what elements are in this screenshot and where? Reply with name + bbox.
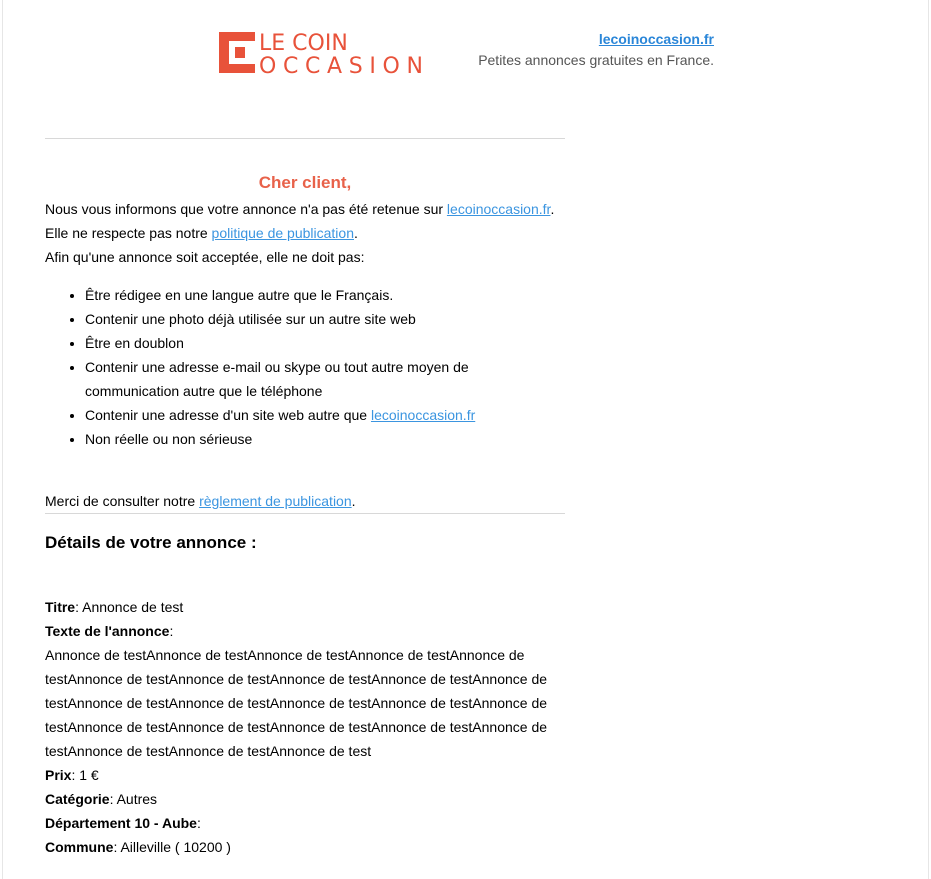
rules-list [45,283,565,451]
policy-link[interactable]: politique de publication [211,225,354,241]
list-item: • Être en doublon [85,331,565,355]
list-item: • Contenir une photo déjà utilisée sur un autre site web [85,307,565,331]
field-texte-value: Annonce de testAnnonce de testAnnonce de testAnnonce de testAnnonce de testAnnonce de testAnnonce de testAnnonce de testAnnonce de testAnnonce de testAnnonce de testAnnonce de testAnnonce de testAnnonce de testAnnonce de testAnnonce de testAnnonce de testAnnonce de testAnnonce de testAnnonce de testAnnonce de testAnnonce de testAnnonce de test [45,647,548,759]
le-coin-occasion-logo [219,31,425,75]
field-titre: Titre: Annonce de test [45,599,184,615]
site-inline-link[interactable]: lecoinoccasion.fr [446,201,551,217]
field-texte-label: Texte de l'annonce: [45,623,174,639]
field-commune: Commune: Ailleville ( 10200 ) [45,839,231,855]
rules-link[interactable]: règlement de publication [199,493,352,509]
site-list-link[interactable]: lecoinoccasion.fr [370,407,476,423]
policy-line: Elle ne respecte pas notre politique de publication. [45,225,358,241]
logo-line1: LE COIN [259,31,348,56]
field-categorie: Catégorie: Autres [45,791,158,807]
ad-details [45,595,565,859]
field-departement: Département 10 - Aube: [45,815,201,831]
list-item: • Être rédigee en une langue autre que le Français. [85,283,565,307]
list-item: • Non réelle ou non sérieuse [85,427,565,451]
divider [45,138,565,139]
list-item: • Contenir une adresse e-mail ou skype ou tout autre moyen de communication autre que le téléphone [85,355,565,403]
logo-line2: OCCASION [259,54,423,75]
divider [45,513,565,514]
tagline: Petites annonces gratuites en France. [478,52,714,68]
details-title: Détails de votre annonce : [45,533,257,552]
conditions-intro: Afin qu'une annonce soit acceptée, elle ne doit pas: [45,249,365,265]
intro-line: Nous vous informons que votre annonce n'a pas été retenue sur lecoinoccasion.fr. [45,201,555,217]
list-item: • Contenir une adresse d'un site web autre que lecoinoccasion.fr [85,403,565,427]
greeting: Cher client, [258,173,352,192]
message-body [45,138,565,859]
field-prix: Prix: 1 € [45,767,99,783]
site-link[interactable]: lecoinoccasion.fr [598,31,714,47]
email-frame [2,0,929,879]
thanks-line: Merci de consulter notre règlement de publication. [45,493,356,509]
